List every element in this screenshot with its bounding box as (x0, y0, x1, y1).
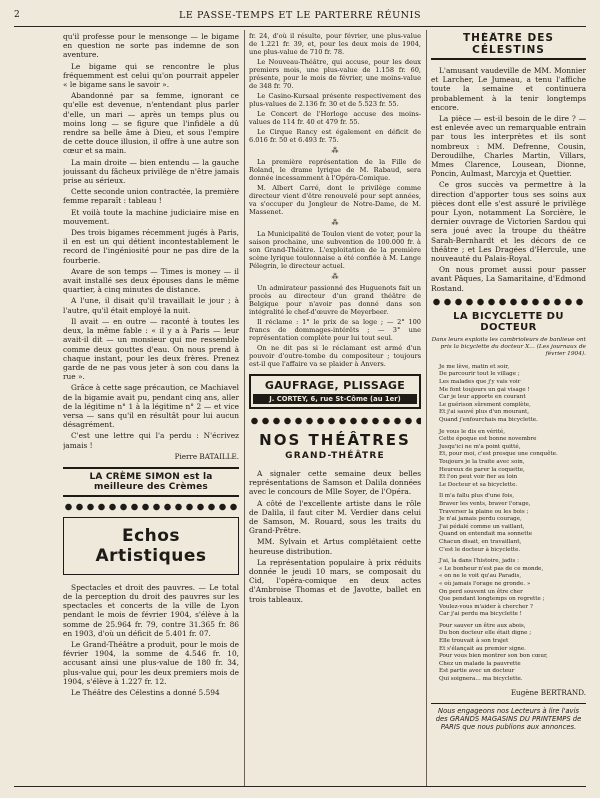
poem-line: « on ne le voit qu'au Paradis, (439, 573, 522, 580)
printemps-notice: Nous engageons nos Lecteurs à lire l'avis des GRANDS MAGASINS DU PRINTEMPS de PARIS que nous publions aux annonces. (431, 703, 586, 732)
poem-line: C'est le docteur à bicyclette. (439, 546, 521, 553)
poem-line: Le Docteur et sa bicyclette. (439, 481, 518, 488)
poem-line: Et j'ai sauvé plus d'un mourant, (439, 409, 529, 416)
column-1 (63, 32, 239, 699)
separator-stars: ⁂ (331, 219, 339, 227)
poem-line: Et l'on peut voir fier au loin (439, 474, 518, 481)
echos-paragraph: Le Grand-Théâtre a produit, pour le mois de février 1904, la somme de 4.546 fr. 10, accusant ainsi une plus-value de 180 fr. 34, plus-value qui, pour les deux premiers mois de 1904, s'élève à 1.227 fr. 12. (63, 639, 239, 686)
ornament-band (431, 296, 586, 308)
poem-line: Je vous le dis en vérité, (439, 428, 505, 435)
poem-stanza (431, 558, 586, 619)
grand-theatre-heading: GRAND-THÉÂTRE (285, 451, 385, 461)
poem-line: Est partie avec un docteur (439, 668, 515, 675)
poem-line: Quand on entendait ma sonnette (439, 531, 533, 538)
article-paragraph: Abandonné par sa femme, ignorant ce qu'elle est devenue, n'entendant plus parler d'elle, un mari — après un temps plus ou moins long — se figure que l'infidèle a dû rendre sa belle âme à Dieu, et sous l'empire de cette douce illusion, il offre à une autre son cœur et sa main. (63, 91, 239, 156)
poem-line: J'ai, la dans l'histoire, jadis : (439, 558, 520, 565)
nos-theatres-title: NOS THÉÂTRES (259, 431, 411, 449)
stats-paragraph: Le Concert de l'Horloge accuse des moins-values de 114 fr. 40 et 479 fr. 55. (249, 110, 421, 126)
poem-line: Pour sauver un être aux abois, (439, 622, 526, 629)
poem-line: Braver les vents, braver l'orage, (439, 500, 531, 507)
poem-line: Voulez-vous m'aider à chercher ? (439, 603, 533, 610)
poem (431, 364, 586, 684)
article-paragraph: C'est une lettre qui l'a perdu : N'écrivez jamais ! (63, 431, 239, 450)
poem-line: Elle trouvait à son trajet (439, 638, 509, 645)
poem-line: Je me lève, matin et soir, (439, 363, 510, 370)
poem-line: Pour vous bien montrer son bon cœur, (439, 653, 548, 660)
gaufrage-ad (249, 374, 421, 409)
grand-theatre-paragraph: A côté de l'excellente artiste dans le rôle de Dalila, il faut citer M. Verdier dans celui de Samson, M. Rouard, sous les traits du Grand-Prêtre. (249, 498, 421, 536)
poem-line: Que pendant longtemps on regrette ; (439, 596, 545, 603)
article-signature: Pierre BATAILLE. (174, 451, 239, 461)
newspaper-title: LE PASSE-TEMPS ET LE PARTERRE RÉUNIS (178, 10, 422, 21)
poem-line: Quand j'enfourchais ma bicyclette. (439, 417, 538, 424)
stats-paragraph: Le Casino-Kursaal présente respectivement des plus-values de 2.136 fr. 30 et de 5.523 fr. 55. (249, 92, 421, 108)
stats-paragraph: fr. 24, d'où il résulte, pour février, une plus-value de 1.221 fr. 39, et, pour les deux mois de 1904, une plus-value de 710 fr. 78. (249, 32, 421, 56)
news-paragraph: La Municipalité de Toulon vient de voter, pour la saison prochaine, une subvention de 100.000 fr. à son Grand-Théâtre. L'exploitation de la première scène lyrique toulonnaise a été confiée à M. Lange Pélegrin, le directeur actuel. (249, 230, 421, 270)
bicyclette-title: LA BICYCLETTE DU DOCTEUR (453, 310, 564, 333)
poem-line: Heureux de parer la coquette, (439, 466, 525, 473)
column-2 (249, 32, 421, 606)
article-paragraph: Et voilà toute la machine judiciaire mise en mouvement. (63, 207, 239, 226)
separator-stars: ⁂ (331, 147, 339, 155)
poem-line: Qui soignera… ma bicyclette. (439, 676, 523, 683)
news-paragraph: La première représentation de la Fille de Roland, le drame lyrique de M. Rabaud, sera donnée incessamment à l'Opéra-Comique. (249, 158, 421, 182)
article-paragraph: A l'une, il disait qu'il travaillait le jour ; à l'autre, qu'il était employé la nuit. (63, 296, 239, 315)
poem-line: Toujours je la traite avec soin, (439, 459, 525, 465)
stats-paragraph: Le Nouveau-Théâtre, qui accuse, pour les deux premiers mois, une plus-value de 1.158 fr. 60, présente, pour le mois de février, une moins-value de 348 fr. 70. (249, 58, 421, 90)
celestins-paragraph: L'amusant vaudeville de MM. Monnier et Larcher, Le Jumeau, a tenu l'affiche toute la semaine et continuera probablement à la tenir longtemps encore. (431, 66, 586, 112)
poem-line: Car je leur apporte en courant (439, 394, 526, 401)
article-paragraph: Avare de son temps — Times is money — il avait installé ses deux épouses dans le même quartier, à cinq minutes de distance. (63, 266, 239, 295)
poem-line: Je n'ai jamais perdu courage, (439, 516, 522, 523)
page-header (14, 10, 586, 24)
celestins-paragraph: Ce gros succès va permettre à la direction d'apporter tous ses soins aux pièces dont elle s'est assuré le privilège pour Lyon, notamment La Sorcière, le dernier ouvrage de Victorien Sardou qui sera joué avec la troupe du théâtre Sarah-Bernhardt et les décors de ce théâtre ; et Les Dragées d'Hercule, une nouveauté du Palais-Royal. (431, 180, 586, 264)
poem-epigraph: Dans leurs exploits les cambrioleurs de banlieue ont pris la bicyclette du docteur X... (Les journaux de février 1904). (431, 336, 586, 357)
echos-paragraph: Le Théâtre des Célestins a donné 5.594 (71, 687, 220, 697)
column-3 (431, 32, 586, 732)
creme-simon-ad: LA CRÈME SIMON est la meilleure des Crèmes (63, 467, 239, 497)
poem-line: Et s'élançait au premier signe. (439, 645, 526, 652)
news-paragraph: Un admirateur passionné des Huguenots fait un procès au directeur d'un grand théâtre de Belgique pour n'avoir pas donné dans son intégralité le chef-d'œuvre de Meyerbeer. (249, 284, 421, 316)
footer-rule (14, 786, 586, 787)
article-paragraph: Cette seconde union contractée, la première femme reparaît : tableau ! (63, 187, 239, 206)
poem-stanza (431, 429, 586, 490)
column-divider-2 (426, 30, 427, 786)
poem-line: Et, pour moi, c'est presque une conquête. (439, 451, 558, 458)
grand-theatre-paragraph: MM. Sylvain et Artus complétaient cette heureuse distribution. (249, 537, 421, 556)
poem-stanza (431, 493, 586, 554)
poem-line: De parcourir tout le village ; (439, 371, 520, 378)
header-rule (14, 26, 586, 27)
news-paragraph: Il réclame : 1° le prix de sa loge ; — 2° 100 francs de dommages-intérêts ; — 3° une représentation complète pour lui tout seul. (249, 318, 421, 342)
poem-line: Le guérison sûrement complète, (439, 401, 531, 408)
poem-line: « Le bonheur n'est pas de ce monde, (439, 565, 544, 572)
poem-line: Du bon docteur elle était digne ; (439, 630, 532, 637)
column-divider-1 (244, 30, 245, 786)
poem-line: J'ai pédalé comme un vaillant, (439, 523, 525, 530)
celestins-heading: THÉÂTRE DES CÉLESTINS (431, 32, 586, 60)
article-paragraph: Le bigame qui se rencontre le plus fréquemment est celui qu'on pourrait appeler « le bigame sans le savoir ». (63, 61, 239, 90)
article-paragraph: Grâce à cette sage précaution, ce Machiavel de la bigamie avait pu, pendant cinq ans, aller de la légitime n° 1 à la légitime n° 2 — et vice versa — sans qu'il en résultât pour lui aucun désagrément. (63, 383, 239, 430)
ornament-band (249, 415, 421, 427)
news-paragraph: On ne dit pas si le réclamant est armé d'un pouvoir d'outre-tombe du compositeur ; toujours est-il que l'affaire va se plaider à Anvers. (249, 344, 421, 368)
news-paragraph: M. Albert Carré, dont le privilège comme directeur vient d'être renouvelé pour sept années, va s'occuper du Jongleur de Notre-Dame, de M. Massenet. (249, 184, 421, 216)
article-paragraph: qu'il professe pour le mensonge — le bigame en question ne sorte pas indemne de son aventure. (63, 32, 239, 60)
poem-signature: Eugène BERTRAND. (510, 687, 586, 697)
poem-line: Les malades que j'y vais voir (439, 379, 521, 386)
gaufrage-ad-title: GAUFRAGE, PLISSAGE (264, 379, 406, 392)
stats-paragraph: Le Cirque Rancy est également en déficit de 6.016 fr. 50 et 6.493 fr. 75. (249, 128, 421, 144)
echos-heading-box (63, 517, 239, 575)
celestins-paragraph: On nous promet aussi pour passer avant Pâques, La Samaritaine, d'Edmond Rostand. (431, 265, 586, 293)
ornament-band (63, 501, 239, 513)
page-number: 2 (14, 10, 20, 20)
poem-line: Cette époque est bonne novembre (439, 436, 537, 443)
poem-line: On perd souvent un être cher (439, 588, 523, 595)
echos-title: Echos Artistiques (95, 525, 207, 566)
article-paragraph: La main droite — bien entendu — la gauche jouissant du fâcheux privilège de n'être jamais prise au sérieux. (63, 157, 239, 186)
poem-line: Me font toujours un gai visage ! (439, 386, 530, 393)
grand-theatre-paragraph: La représentation populaire à prix réduits donnée le jeudi 10 mars, se composait du Cid, l'opéra-comique en deux actes d'Ambroise Thomas et de Javotte, ballet en trois tableaux. (249, 557, 421, 604)
poem-stanza (431, 623, 586, 684)
grand-theatre-paragraph: A signaler cette semaine deux belles représentations de Samson et Dalila données avec le concours de Mlle Soyer, de l'Opéra. (249, 469, 421, 497)
poem-line: Chez un malade la pauvrette (439, 660, 521, 667)
poem-line: Chacun disait, en travaillant, (439, 538, 522, 545)
poem-line: Il m'a fallu plus d'une fois, (439, 493, 515, 500)
celestins-paragraph: La pièce — est-il besoin de le dire ? — est enlevée avec un remarquable entrain par tous les interprètes et ils sont nombreux : MM. Defrenne, Cousin, Deroudilhe, Charles Martin, Villars, Mmes Clarence, Lousean, Dionne, Poncin, Aulmast, Marcyja et Quettier. (431, 114, 586, 179)
article-paragraph: Des trois bigames récemment jugés à Paris, il en est un qui détient incontestablement le record de l'ingéniosité pour ne pas dire de la fourberie. (63, 228, 239, 265)
gaufrage-ad-address: J. CORTEY, 6, rue St-Côme (au 1er) (253, 394, 417, 404)
article-paragraph: Il avait — en outre — raconté à toutes les deux, la même fable : « il y a à Paris — leur avait-il dit — un monsieur qui me ressemble comme deux gouttes d'eau. On nous prend à chaque instant, pour les deux frères. Prenez garde de ne pas vous jeter à son cou dans la rue ». (63, 316, 239, 382)
poem-stanza (431, 364, 586, 425)
poem-line: Jusqu'ici ne m'a point quitté, (439, 443, 521, 450)
separator-stars: ⁂ (331, 273, 339, 281)
echos-paragraph: Spectacles et droit des pauvres. — Le total de la perception du droit des pauvres sur les spectacles et concerts de la ville de Lyon pendant le mois de février 1904, s'élève à la somme de 25.964 fr. 79, contre 31.365 fr. 86 en 1903, d'où un déficit de 5.401 fr. 07. (63, 582, 239, 638)
poem-line: Car j'ai perdu ma bicyclette ! (439, 611, 522, 618)
poem-line: Traverser la plaine ou les bois ; (439, 508, 529, 515)
poem-line: « où jamais l'orage ne gronde. » (439, 580, 531, 587)
